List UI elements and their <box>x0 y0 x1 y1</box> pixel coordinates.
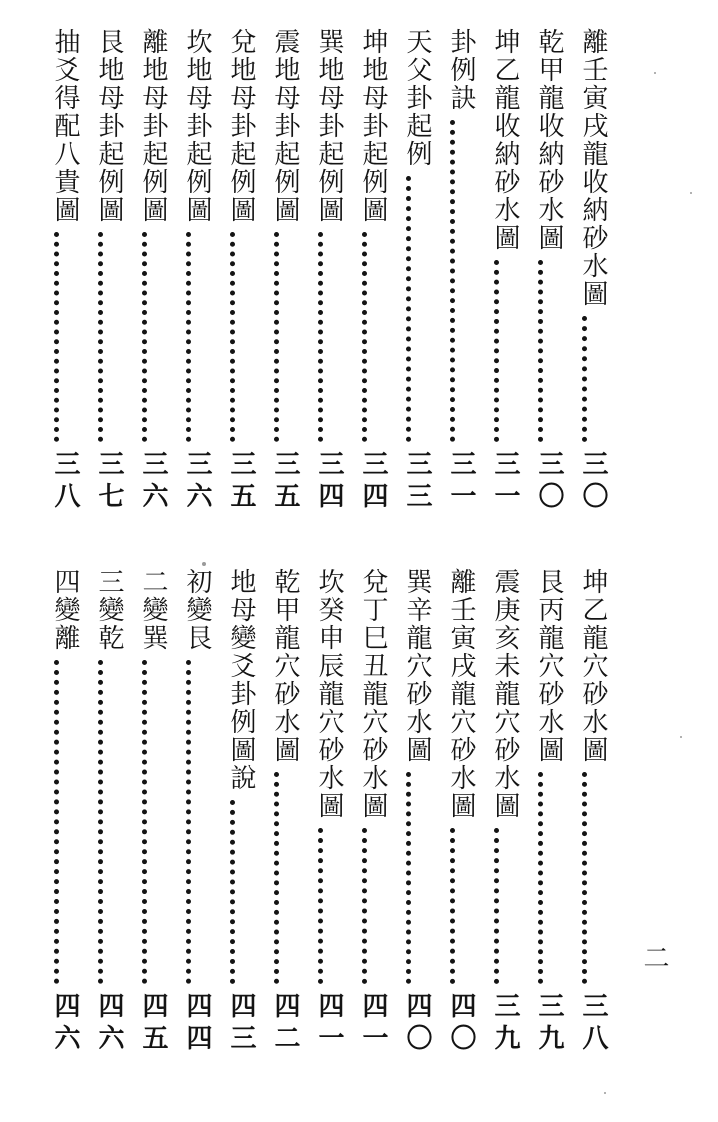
toc-entry-page: 三〇 <box>534 450 564 514</box>
toc-entry-page: 三四 <box>314 450 344 514</box>
toc-entry <box>258 568 298 1056</box>
dot-leader <box>538 260 543 442</box>
toc-entry-page: 四六 <box>94 992 124 1056</box>
toc-entry-title: 巽地母卦起例圖 <box>314 28 344 224</box>
toc-entry <box>390 28 430 514</box>
toc-entry <box>302 28 342 514</box>
dot-leader <box>318 232 323 442</box>
toc-entry-title: 天父卦起例 <box>402 28 432 168</box>
toc-entry-page: 四〇 <box>446 992 476 1056</box>
toc-entry-page: 三四 <box>358 450 388 514</box>
scan-speck <box>202 562 206 566</box>
toc-entry-title: 艮地母卦起例圖 <box>94 28 124 224</box>
dot-leader <box>54 660 59 984</box>
toc-entry-page: 三八 <box>578 992 608 1056</box>
toc-entry <box>302 568 342 1056</box>
dot-leader <box>186 660 191 984</box>
dot-leader <box>230 800 235 984</box>
toc-entry <box>390 568 430 1056</box>
dot-leader <box>406 176 411 442</box>
toc-entry-title: 乾甲龍收納砂水圖 <box>534 28 564 252</box>
toc-entry <box>38 568 78 1056</box>
toc-entry <box>170 568 210 1056</box>
toc-entry <box>434 28 474 514</box>
dot-leader <box>274 772 279 984</box>
toc-entry-title: 離地母卦起例圖 <box>138 28 168 224</box>
toc-entry-page: 四〇 <box>402 992 432 1056</box>
dot-leader <box>98 660 103 984</box>
scan-speck <box>604 1092 606 1094</box>
toc-entry-title: 抽爻得配八貴圖 <box>50 28 80 224</box>
toc-entry <box>346 28 386 514</box>
toc-entry-page: 三八 <box>50 450 80 514</box>
dot-leader <box>494 828 499 984</box>
toc-entry-title: 震地母卦起例圖 <box>270 28 300 224</box>
dot-leader <box>494 260 499 442</box>
toc-entry <box>82 28 122 514</box>
dot-leader <box>142 660 147 984</box>
toc-entry <box>126 568 166 1056</box>
toc-entry-page: 三〇 <box>578 450 608 514</box>
toc-entry <box>566 568 606 1056</box>
dot-leader <box>450 828 455 984</box>
dot-leader <box>54 232 59 442</box>
toc-entry-title: 二變巽 <box>138 568 168 652</box>
dot-leader <box>98 232 103 442</box>
toc-entry-page: 三五 <box>226 450 256 514</box>
toc-entry-title: 坤乙龍穴砂水圖 <box>578 568 608 764</box>
toc-entry-title: 巽辛龍穴砂水圖 <box>402 568 432 764</box>
toc-entry-title: 坎癸申辰龍穴砂水圖 <box>314 568 344 820</box>
dot-leader <box>142 232 147 442</box>
toc-entry-page: 三一 <box>446 450 476 514</box>
toc-entry <box>434 568 474 1056</box>
toc-section-bottom <box>30 568 606 1056</box>
toc-entry-page: 四六 <box>50 992 80 1056</box>
dot-leader <box>406 772 411 984</box>
dot-leader <box>362 232 367 442</box>
toc-entry-page: 三三 <box>402 450 432 514</box>
toc-entry-page: 四三 <box>226 992 256 1056</box>
toc-entry-title: 坤地母卦起例圖 <box>358 28 388 224</box>
toc-entry-page: 三七 <box>94 450 124 514</box>
toc-entry-page: 四四 <box>182 992 212 1056</box>
toc-entry-title: 兌地母卦起例圖 <box>226 28 256 224</box>
toc-entry-title: 三變乾 <box>94 568 124 652</box>
toc-entry-title: 地母變爻卦例圖說 <box>226 568 256 792</box>
toc-entry-page: 四二 <box>270 992 300 1056</box>
dot-leader <box>318 828 323 984</box>
toc-entry-title: 四變離 <box>50 568 80 652</box>
toc-entry-page: 四五 <box>138 992 168 1056</box>
toc-entry <box>566 28 606 514</box>
toc-entry-page: 三六 <box>182 450 212 514</box>
toc-entry-title: 初變艮 <box>182 568 212 652</box>
toc-entry <box>478 28 518 514</box>
toc-entry-page: 三一 <box>490 450 520 514</box>
toc-entry <box>214 28 254 514</box>
dot-leader <box>230 232 235 442</box>
scan-speck <box>680 736 682 738</box>
dot-leader <box>582 772 587 984</box>
toc-entry-title: 坎地母卦起例圖 <box>182 28 212 224</box>
toc-entry <box>346 568 386 1056</box>
scan-speck <box>654 72 656 74</box>
toc-entry <box>478 568 518 1056</box>
toc-entry <box>258 28 298 514</box>
toc-entry <box>522 568 562 1056</box>
dot-leader <box>362 828 367 984</box>
toc-entry-title: 兌丁巳丑龍穴砂水圖 <box>358 568 388 820</box>
toc-entry-page: 三九 <box>490 992 520 1056</box>
toc-section-top <box>30 28 606 514</box>
toc-entry <box>170 28 210 514</box>
toc-entry <box>214 568 254 1056</box>
toc-entry-page: 三九 <box>534 992 564 1056</box>
toc-entry-page: 三五 <box>270 450 300 514</box>
toc-entry-title: 卦例訣 <box>446 28 476 112</box>
toc-entry-title: 震庚亥未龍穴砂水圖 <box>490 568 520 820</box>
toc-entry-page: 四一 <box>314 992 344 1056</box>
toc-entry-title: 艮丙龍穴砂水圖 <box>534 568 564 764</box>
dot-leader <box>582 316 587 442</box>
dot-leader <box>186 232 191 442</box>
toc-entry <box>38 28 78 514</box>
toc-entry <box>126 28 166 514</box>
page-number: 二 <box>639 944 669 970</box>
toc-entry-page: 三六 <box>138 450 168 514</box>
toc-entry-title: 離壬寅戌龍收納砂水圖 <box>578 28 608 308</box>
toc-entry-page: 四一 <box>358 992 388 1056</box>
scan-speck <box>690 192 692 194</box>
toc-entry <box>522 28 562 514</box>
toc-entry-title: 離壬寅戌龍穴砂水圖 <box>446 568 476 820</box>
toc-entry <box>82 568 122 1056</box>
dot-leader <box>538 772 543 984</box>
toc-entry-title: 坤乙龍收納砂水圖 <box>490 28 520 252</box>
dot-leader <box>450 120 455 442</box>
dot-leader <box>274 232 279 442</box>
toc-entry-title: 乾甲龍穴砂水圖 <box>270 568 300 764</box>
